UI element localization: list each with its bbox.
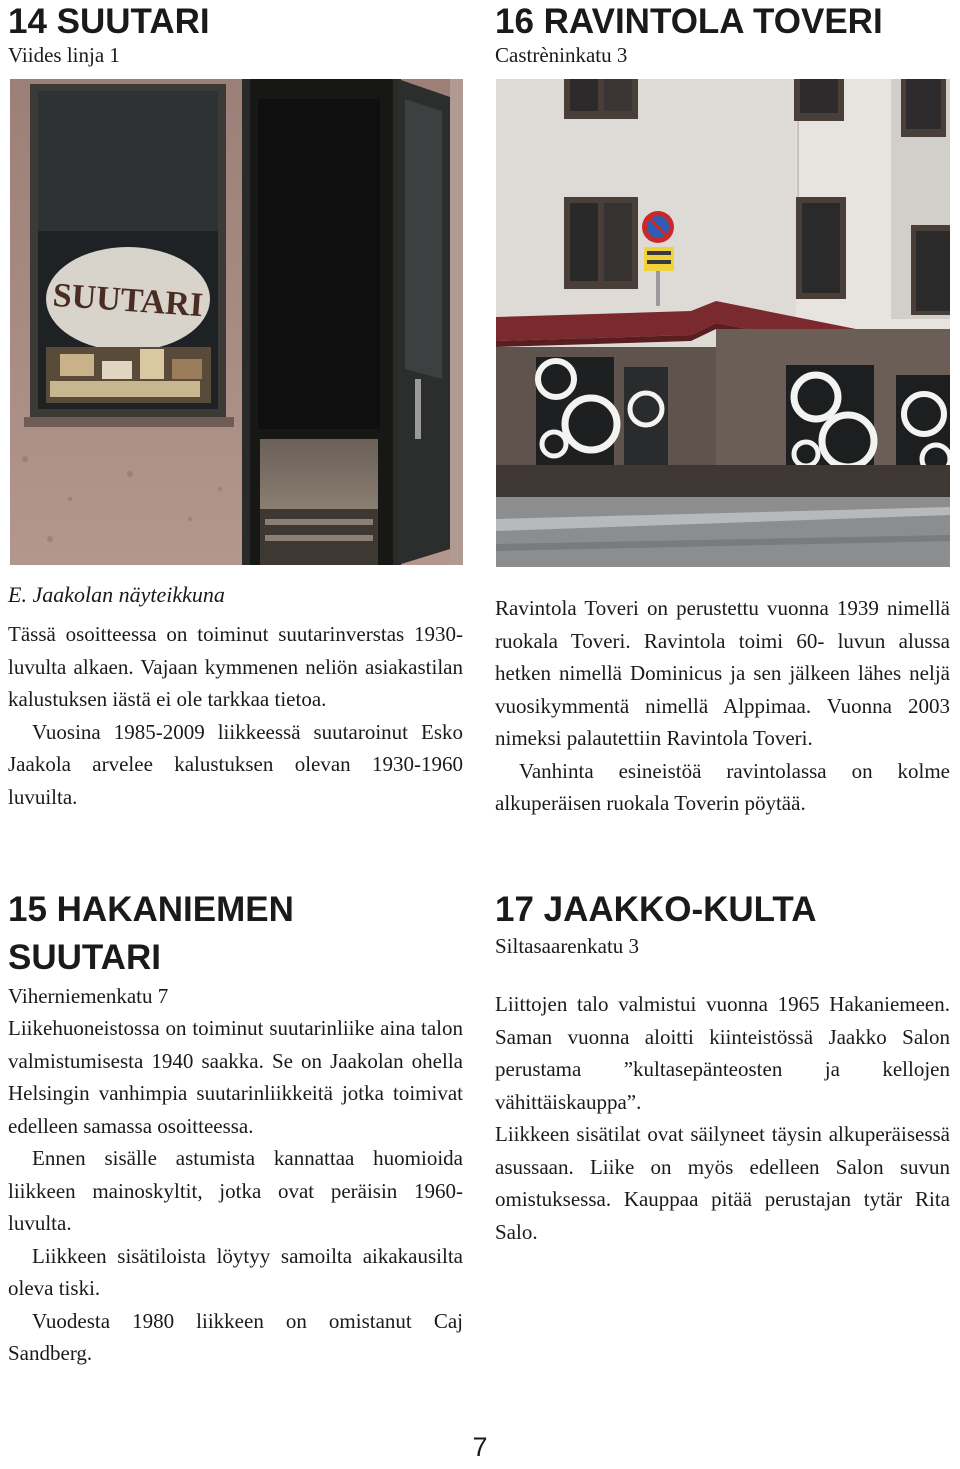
paragraph: Liikkeen sisätiloista löytyy samoilta aikakausilta oleva tiski. <box>8 1243 463 1300</box>
section-16-body <box>495 592 950 820</box>
paragraph: Liikehuoneistossa on toiminut suutarinliike aina talon valmistumisesta 1940 saakka. Se on Jaakolan ohella Helsingin vanhimpia suutarinliikkeitä jotka toimivat edelleen samassa osoitteessa. <box>8 1016 463 1138</box>
section-15 <box>8 890 463 1370</box>
paragraph: Vuosina 1985-2009 liikkeessä suutaroinut Esko Jaakola arvelee kalustuksen olevan 1930-1960 luvuilta. <box>8 719 463 809</box>
paragraph: Vanhinta esineistöä ravintolassa on kolme alkuperäisen ruokala Toverin pöytää. <box>495 758 950 815</box>
section-17 <box>495 890 950 1248</box>
section-15-text <box>8 1012 463 1370</box>
section-15-title-line1: 15 HAKANIEMEN <box>8 890 294 929</box>
paragraph: Ennen sisälle astumista kannattaa huomioida liikkeen mainoskyltit, jotka ovat peräisin 1960-luvulta. <box>8 1146 463 1235</box>
section-17-title: 17 JAAKKO-KULTA <box>495 890 817 929</box>
page-number: 7 <box>472 1432 488 1462</box>
paragraph: Liikkeen sisätilat ovat säilyneet täysin alkuperäisessä asussaan. Liike on myös edelleen Salon suvun omistuksessa. Kauppaa pitää perustajan tytär Rita Salo. <box>495 1122 950 1244</box>
section-16-header <box>495 2 950 69</box>
paragraph: Liittojen talo valmistui vuonna 1965 Hakaniemeen. Saman vuonna aloitti kiinteistössä Jaakko Salon perustama ”kultasepänteosten ja kellojen vähittäiskauppa”. <box>495 992 950 1114</box>
section-17-text <box>495 988 950 1248</box>
section-17-address: Siltasaarenkatu 3 <box>495 934 640 958</box>
paragraph: Ravintola Toveri on perustettu vuonna 1939 nimellä ruokala Toveri. Ravintola toimi 60- luvun alussa hetken nimellä Dominicus ja sen jälkeen lähes neljä vuosikymmentä nimellä Alppimaa. Vuonna 2003 nimeksi palautettiin Ravintola Toveri. <box>495 596 950 750</box>
paragraph: Vuodesta 1980 liikkeen on omistanut Caj Sandberg. <box>8 1308 463 1365</box>
photo-caption: E. Jaakolan näyteikkuna <box>8 582 225 607</box>
shoe-shop-sign-text: SUUTARI <box>51 276 205 325</box>
section-14-title: 14 SUUTARI <box>8 2 210 41</box>
section-14-text <box>8 618 463 813</box>
paragraph: Tässä osoitteessa on toiminut suutarinverstas 1930-luvulta alkaen. Vajaan kymmenen neliön asiakastilan kalustuksen iästä ei ole tarkkaa tietoa. <box>8 622 463 711</box>
section-15-address: Viherniemenkatu 7 <box>8 984 169 1008</box>
shoe-shop-photo <box>10 79 463 565</box>
section-14-address: Viides linja 1 <box>8 43 120 67</box>
restaurant-photo <box>496 79 950 567</box>
section-16-title: 16 RAVINTOLA TOVERI <box>495 2 883 41</box>
section-16-text <box>495 592 950 820</box>
section-14-body <box>8 580 463 813</box>
section-15-title-line2: SUUTARI <box>8 938 161 977</box>
section-16-address: Castrèninkatu 3 <box>495 43 628 67</box>
section-14-header <box>8 2 463 69</box>
